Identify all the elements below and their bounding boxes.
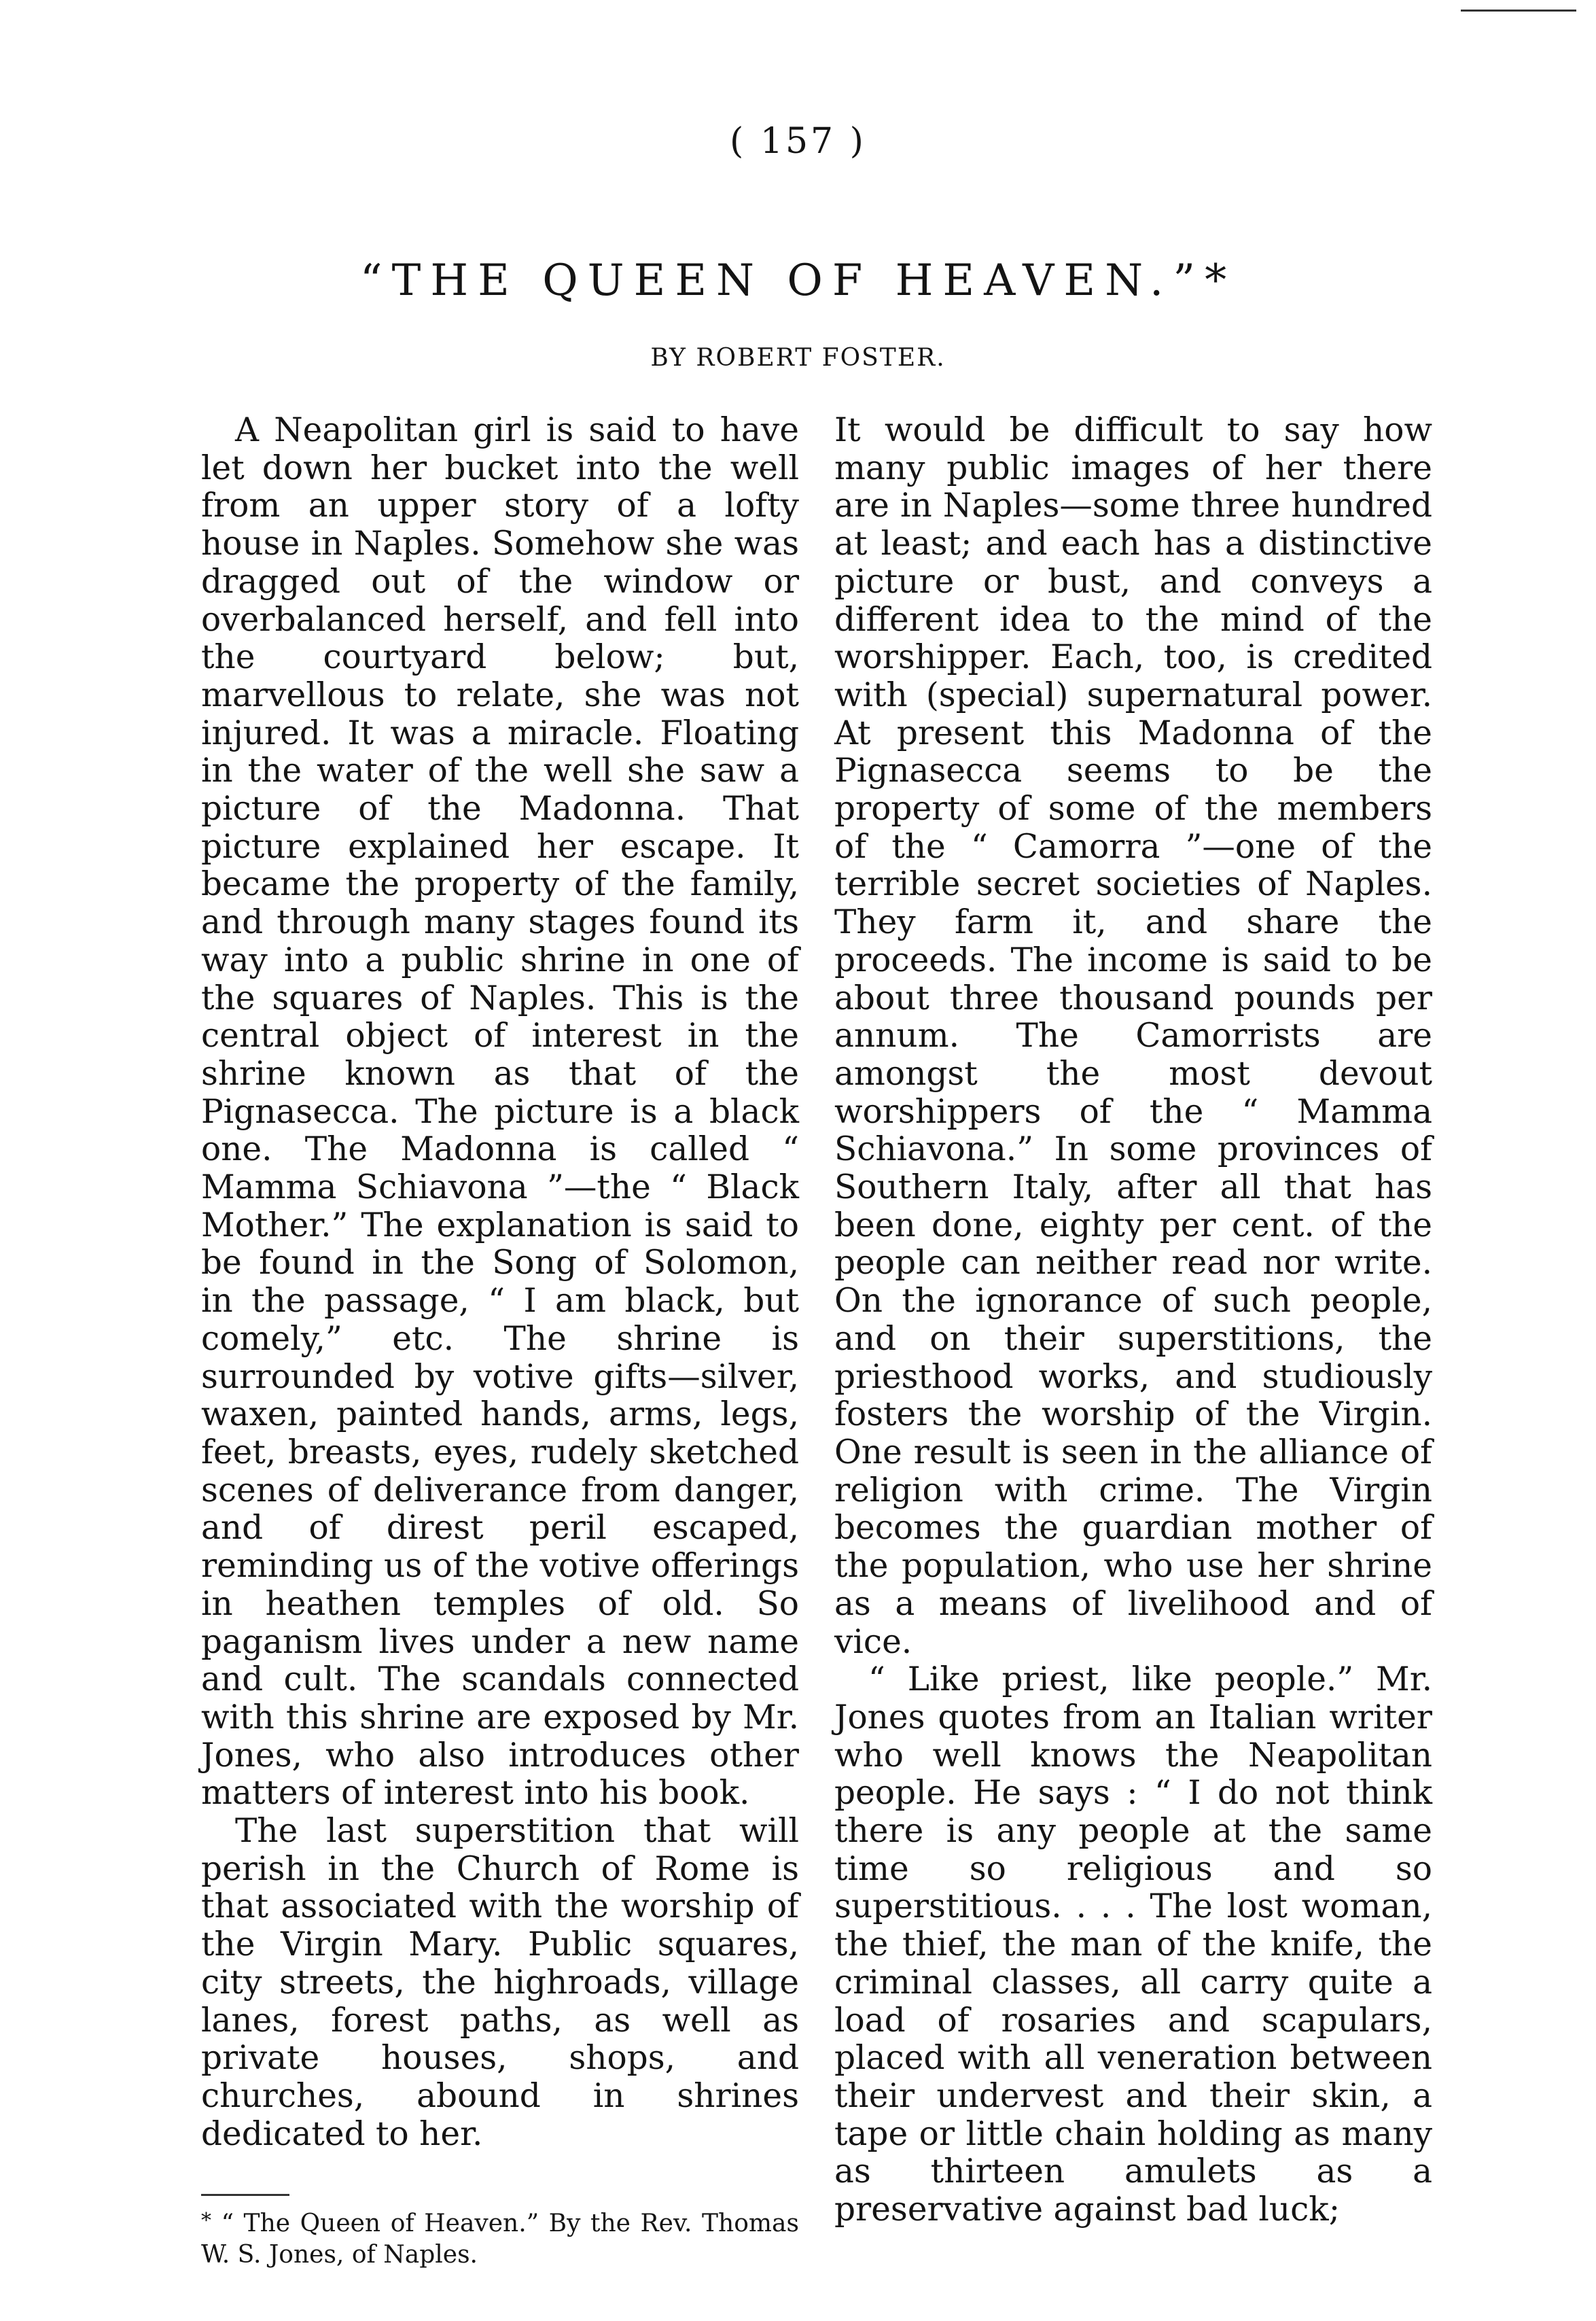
- right-paragraph-2: “ Like priest, like people.” Mr. Jones quotes from an Italian writer who well knows the Neapolitan people. He says : “ I do not think there is any people at the same time so religious and so superstitious. . . . The lost woman, the thief, the man of the knife, the criminal classes, all carry quite a load of rosaries and scapulars, placed with all veneration between their undervest and their skin, a tape or little chain holding as many as thirteen amulets as a preservative against bad luck;: [834, 1660, 1432, 2229]
- left-column: [201, 412, 799, 2153]
- left-paragraph-2: The last superstition that will perish in the Church of Rome is that associated with the worship of the Virgin Mary. Public squares, city streets, the highroads, village lanes, forest paths, as well as private houses, shops, and churches, abound in shrines dedicated to her.: [201, 1812, 799, 2153]
- page-number: ( 157 ): [730, 121, 866, 162]
- right-column: [834, 412, 1432, 2229]
- footnote-text: “ The Queen of Heaven.” By the Rev. Thomas W. S. Jones, of Naples.: [201, 2210, 799, 2269]
- footnote: [201, 2205, 799, 2271]
- left-paragraph-1: A Neapolitan girl is said to have let down her bucket into the well from an upper story of a lofty house in Naples. Somehow she was dragged out of the window or overbalanced herself, and fell into the courtyard below; but, marvellous to relate, she was not injured. It was a miracle. Floating in the water of the well she saw a picture of the Madonna. That picture explained her escape. It became the property of the family, and through many stages found its way into a public shrine in one of the squares of Naples. This is the central object of interest in the shrine known as that of the Pignasecca. The picture is a black one. The Madonna is called “ Mamma Schiavona ”—the “ Black Mother.” The explanation is said to be found in the Song of Solomon, in the passage, “ I am black, but comely,” etc. The shrine is surrounded by votive gifts—silver, waxen, painted hands, arms, legs, feet, breasts, eyes, rudely sketched scenes of deliverance from danger, and of direst peril escaped, reminding us of the votive offerings in heathen temples of old. So paganism lives under a new name and cult. The scandals connected with this shrine are exposed by Mr. Jones, who also introduces other matters of interest into his book.: [201, 411, 799, 1813]
- top-rule: [1461, 10, 1576, 12]
- footnote-rule: [201, 2194, 289, 2196]
- footnote-marker: *: [201, 2209, 211, 2233]
- article-title: “THE QUEEN OF HEAVEN.”*: [359, 256, 1237, 306]
- right-paragraph-1: It would be difficult to say how many public images of her there are in Naples—some three hundred at least; and each has a distinctive picture or bust, and conveys a different idea to the mind of the worshipper. Each, too, is credited with (special) supernatural power. At present this Madonna of the Pignasecca seems to be the property of some of the members of the “ Camorra ”—one of the terrible secret societies of Naples. They farm it, and share the proceeds. The income is said to be about three thousand pounds per annum. The Camorrists are amongst the most devout worshippers of the “ Mamma Schiavona.” In some provinces of Southern Italy, after all that has been done, eighty per cent. of the people can neither read nor write. On the ignorance of such people, and on their superstitions, the priesthood works, and studiously fosters the worship of the Virgin. One result is seen in the alliance of religion with crime. The Virgin becomes the guardian mother of the population, who use her shrine as a means of livelihood and of vice.: [834, 411, 1432, 1661]
- article-byline: BY ROBERT FOSTER.: [650, 344, 946, 372]
